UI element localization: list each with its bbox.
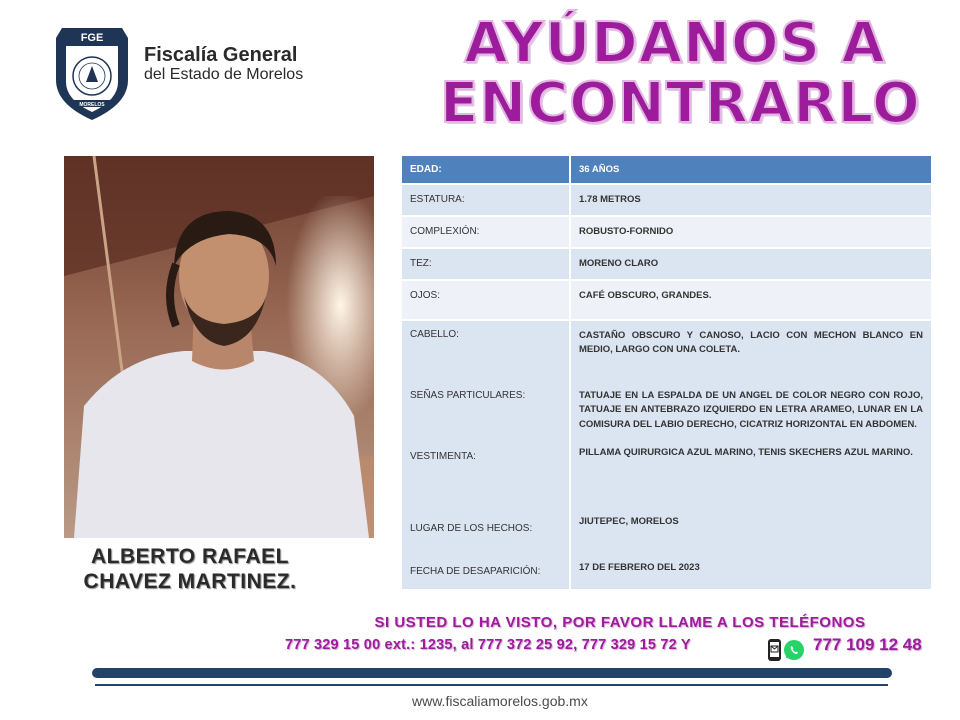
fecha-label: FECHA DE DESAPARICIÓN: — [410, 566, 541, 577]
organization-line1: Fiscalía General — [144, 44, 298, 66]
footer-divider-bar — [92, 668, 892, 678]
table-row — [402, 216, 932, 248]
organization-line2: del Estado de Morelos — [144, 66, 304, 83]
table-row — [402, 184, 932, 216]
headline — [440, 11, 921, 137]
complexion-label: COMPLEXIÓN: — [402, 216, 570, 248]
description-table — [402, 156, 933, 591]
fge-shield-badge-icon — [52, 24, 132, 122]
tez-value: MORENO CLARO — [570, 248, 932, 280]
table-row — [402, 248, 932, 280]
person-name — [40, 544, 340, 594]
table-row — [402, 280, 932, 320]
badge-top-text: FGE — [80, 32, 104, 44]
lugar-value: JIUTEPEC, MORELOS — [579, 516, 679, 527]
estatura-value: 1.78 METROS — [570, 184, 932, 216]
ojos-label: OJOS: — [402, 280, 570, 320]
cabello-label: CABELLO: — [410, 329, 459, 340]
phone-numbers: 777 329 15 00 ext.: 1235, al 777 372 25 92, 777 329 15 72 Y — [285, 637, 691, 653]
call-instruction: SI USTED LO HA VISTO, POR FAVOR LLAME A LOS TELÉFONOS — [374, 614, 866, 631]
whatsapp-number: 777 109 12 48 — [813, 635, 922, 654]
vestimenta-label: VESTIMENTA: — [410, 451, 476, 462]
organization-name — [144, 44, 303, 84]
edad-label: EDAD: — [402, 156, 570, 184]
whatsapp-icon — [783, 639, 805, 661]
headline-line1: AYÚDANOS A — [464, 11, 886, 76]
senas-label: SEÑAS PARTICULARES: — [410, 390, 526, 401]
tez-label: TEZ: — [402, 248, 570, 280]
person-name-line1: ALBERTO RAFAEL — [91, 545, 289, 568]
table-row — [402, 156, 932, 184]
badge-bottom-text: MORELOS — [79, 102, 105, 108]
details-values-cell — [570, 320, 932, 590]
website-link[interactable]: www.fiscaliamorelos.gob.mx — [412, 693, 588, 709]
cabello-value: CASTAÑO OBSCURO Y CANOSO, LACIO CON MECHON BLANCO EN MEDIO, LARGO CON UNA COLETA. — [579, 330, 923, 356]
mobile-phone-icon — [767, 638, 782, 662]
headline-line2: ENCONTRARLO — [440, 71, 921, 137]
details-labels-cell — [402, 320, 570, 590]
footer-divider-line — [95, 684, 888, 686]
edad-value: 36 AÑOS — [570, 156, 932, 184]
estatura-label: ESTATURA: — [402, 184, 570, 216]
lugar-label: LUGAR DE LOS HECHOS: — [410, 523, 533, 534]
ojos-value: CAFÉ OBSCURO, GRANDES. — [570, 280, 932, 320]
fecha-value: 17 DE FEBRERO DEL 2023 — [579, 562, 700, 573]
vestimenta-value: PILLAMA QUIRURGICA AZUL MARINO, TENIS SKECHERS AZUL MARINO. — [579, 447, 913, 458]
missing-person-photo — [64, 156, 374, 538]
table-row — [402, 320, 932, 590]
person-name-line2: CHAVEZ MARTINEZ. — [83, 570, 297, 594]
senas-value: TATUAJE EN LA ESPALDA DE UN ANGEL DE COLOR NEGRO CON ROJO, TATUAJE EN ANTEBRAZO IZQUIERDO EN LETRA ARAMEO, LUNAR EN LA COMISURA DEL LABIO DERECHO, CICATRIZ HORIZONTAL EN ABDOMEN. — [579, 390, 923, 430]
complexion-value: ROBUSTO-FORNIDO — [570, 216, 932, 248]
